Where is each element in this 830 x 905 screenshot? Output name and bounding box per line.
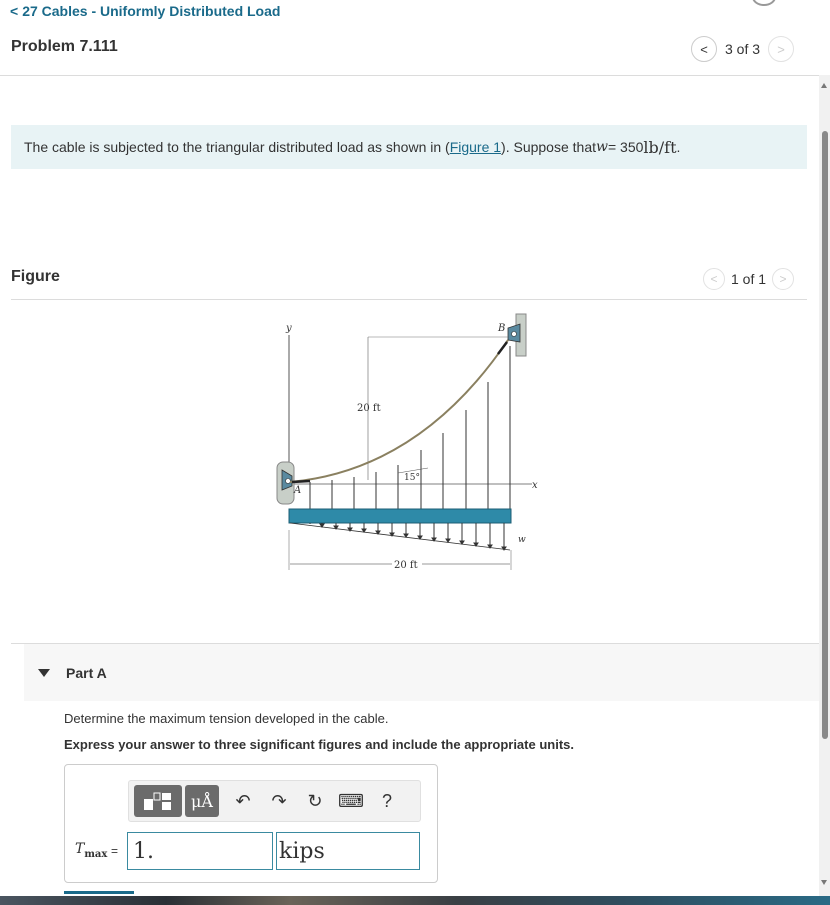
next-problem-button[interactable]	[768, 36, 794, 62]
part-question: Determine the maximum tension developed in the cable.	[64, 711, 389, 726]
part-a-header[interactable]	[24, 644, 819, 701]
prompt-variable: w	[596, 139, 608, 155]
figure-pager	[703, 268, 794, 290]
taskbar-strip	[0, 896, 830, 905]
cable-hangers	[310, 346, 510, 510]
answer-variable	[75, 841, 107, 860]
scrollbar-thumb[interactable]	[822, 131, 828, 739]
answer-value-input[interactable]	[127, 832, 273, 870]
keyboard-icon[interactable]: ⌨	[338, 790, 364, 811]
reset-icon[interactable]: ↻	[307, 790, 323, 811]
scroll-up-icon[interactable]	[821, 83, 827, 88]
units-button[interactable]: μÅ	[185, 785, 219, 817]
span-label: 20 ft	[394, 560, 418, 571]
chevron-right-icon: >	[779, 272, 787, 286]
cable-diagram	[270, 310, 560, 585]
math-toolbar	[128, 780, 421, 822]
answer-variable-symbol: T	[75, 841, 85, 857]
prompt-text-mid: ). Suppose that	[501, 139, 596, 155]
cable-end-a	[292, 481, 310, 482]
help-icon[interactable]: ?	[381, 790, 392, 811]
breadcrumb-label: 27 Cables - Uniformly Distributed Load	[22, 3, 281, 19]
height-label: 20 ft	[357, 403, 381, 414]
figure-pager-text: 1 of 1	[731, 271, 767, 287]
prev-problem-button[interactable]	[691, 36, 717, 62]
undo-icon[interactable]: ↶	[235, 790, 251, 811]
point-b-label: B	[498, 323, 506, 334]
pin-a-hole	[286, 479, 291, 484]
pin-b-hole	[512, 332, 517, 337]
chevron-left-icon: <	[10, 3, 19, 19]
part-instruction: Express your answer to three significant figures and include the appropriate units.	[64, 737, 574, 752]
part-a-label: Part A	[66, 664, 107, 681]
x-axis-label: x	[532, 480, 538, 491]
templates-icon	[141, 790, 175, 812]
collapse-triangle-icon[interactable]	[38, 669, 50, 677]
prompt-unit: lb/ft	[643, 137, 677, 157]
prompt-end: .	[676, 139, 681, 155]
next-figure-button[interactable]	[772, 268, 794, 290]
breadcrumb[interactable]	[10, 3, 280, 19]
redo-icon[interactable]: ↷	[271, 790, 287, 811]
load-triangle-edge	[290, 523, 510, 550]
problem-prompt	[11, 125, 807, 169]
cable-end-b	[498, 342, 507, 354]
prompt-text-before: The cable is subjected to the triangular distributed load as shown in (	[24, 139, 450, 155]
templates-button[interactable]	[134, 785, 182, 817]
y-axis-label: y	[286, 323, 292, 334]
load-w-label: w	[518, 535, 526, 545]
angle-label: 15°	[404, 473, 420, 483]
answer-equals: =	[111, 844, 119, 858]
header-divider	[0, 75, 819, 76]
answer-variable-subscript: max	[84, 848, 108, 860]
scroll-down-icon[interactable]	[821, 880, 827, 885]
circle-icon[interactable]	[752, 0, 776, 6]
cable	[290, 340, 508, 482]
point-a-label: A	[294, 485, 302, 496]
submit-button-edge[interactable]	[64, 891, 134, 894]
problem-title: Problem 7.111	[11, 38, 118, 55]
load-arrows	[310, 523, 506, 550]
figure-title: Figure	[11, 268, 60, 285]
figure-divider	[11, 299, 807, 300]
chevron-left-icon: <	[710, 272, 718, 286]
prev-figure-button[interactable]	[703, 268, 725, 290]
deck-beam	[289, 509, 511, 523]
chevron-right-icon: >	[777, 41, 785, 57]
answer-units-input[interactable]	[276, 832, 420, 870]
prompt-equals: = 350	[607, 139, 644, 155]
problem-pager	[691, 36, 794, 62]
figure-link[interactable]: Figure 1	[449, 139, 502, 155]
answer-box	[64, 764, 438, 883]
chevron-left-icon: <	[700, 41, 708, 57]
problem-pager-text: 3 of 3	[725, 41, 761, 57]
scrollbar[interactable]	[819, 75, 830, 896]
